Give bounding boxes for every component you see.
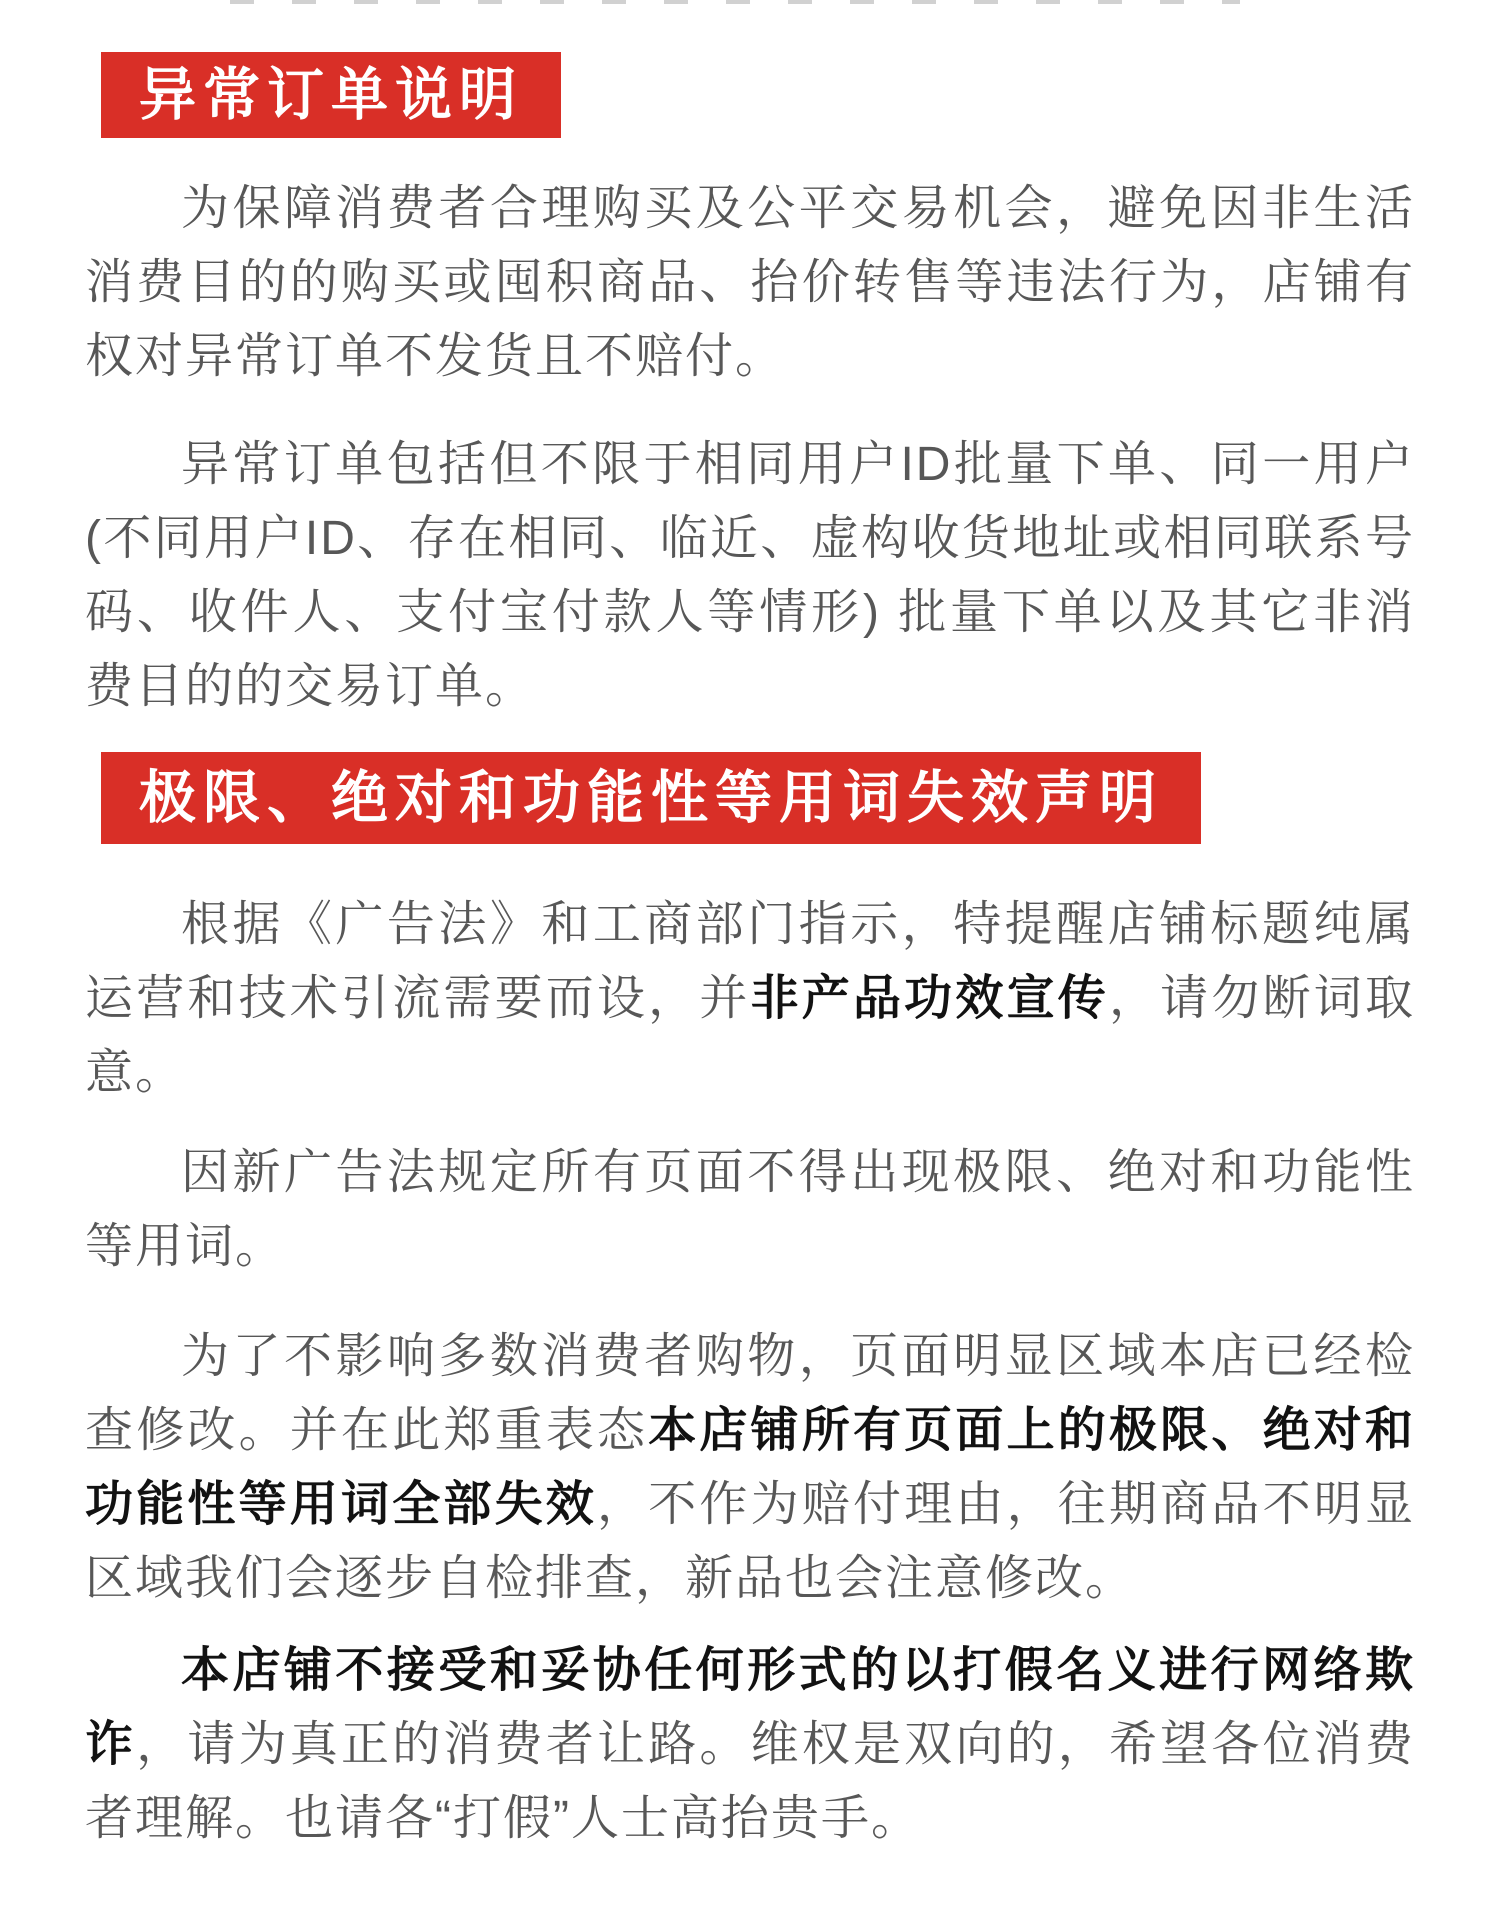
invalid-terms-title-banner: 极限、绝对和功能性等用词失效声明 <box>101 752 1201 844</box>
clipped-text-remnant <box>230 0 1240 10</box>
text-segment: 根据《广告法》和工商部门指示，特提醒店铺标题纯属运营和技术引流需要而设，并 <box>85 898 1415 1025</box>
bold-text-segment: 本店铺不接受和妥协任何形式的以打假名义进行网络欺诈 <box>85 1644 1415 1771</box>
text-segment: 为了不影响多数消费者购物，页面明显区域本店已经检查修改。并在此郑重表态 <box>85 1330 1415 1457</box>
paragraph-abnormal-order-2 <box>85 428 1415 724</box>
text-segment: 异常订单包括但不限于相同用户ID批量下单、同一用户(不同用户ID、存在相同、临近、虚构收货地址或相同联系号码、收件人、支付宝付款人等情形) 批量下单以及其它非消费目的的交易订单。 <box>85 438 1415 713</box>
paragraph-adlaw-rule <box>85 1136 1415 1284</box>
paragraph-invalid-terms-statement <box>85 1320 1415 1616</box>
text-segment: ，请勿断词取意。 <box>85 972 1415 1099</box>
text-segment: ，不作为赔付理由，往期商品不明显区域我们会逐步自检排查，新品也会注意修改。 <box>85 1478 1415 1605</box>
text-segment: ，请为真正的消费者让路。维权是双向的，希望各位消费者理解。也请各“打假”人士高抬贵手。 <box>85 1718 1415 1845</box>
text-segment: 因新广告法规定所有页面不得出现极限、绝对和功能性等用词。 <box>85 1146 1415 1273</box>
bold-text-segment: 非产品功效宣传 <box>750 972 1109 1025</box>
text-segment: 为保障消费者合理购买及公平交易机会，避免因非生活消费目的的购买或囤积商品、抬价转售等违法行为，店铺有权对异常订单不发货且不赔付。 <box>85 182 1415 383</box>
bold-text-segment: 本店铺所有页面上的极限、绝对和功能性等用词全部失效 <box>85 1404 1415 1531</box>
section-abnormal-order <box>85 10 1415 724</box>
abnormal-order-title-banner: 异常订单说明 <box>101 52 561 138</box>
paragraph-adlaw-notice <box>85 888 1415 1110</box>
paragraph-anti-fraud-statement <box>85 1634 1415 1856</box>
section-invalid-terms-declaration <box>85 724 1415 1856</box>
paragraph-abnormal-order-1 <box>85 172 1415 394</box>
